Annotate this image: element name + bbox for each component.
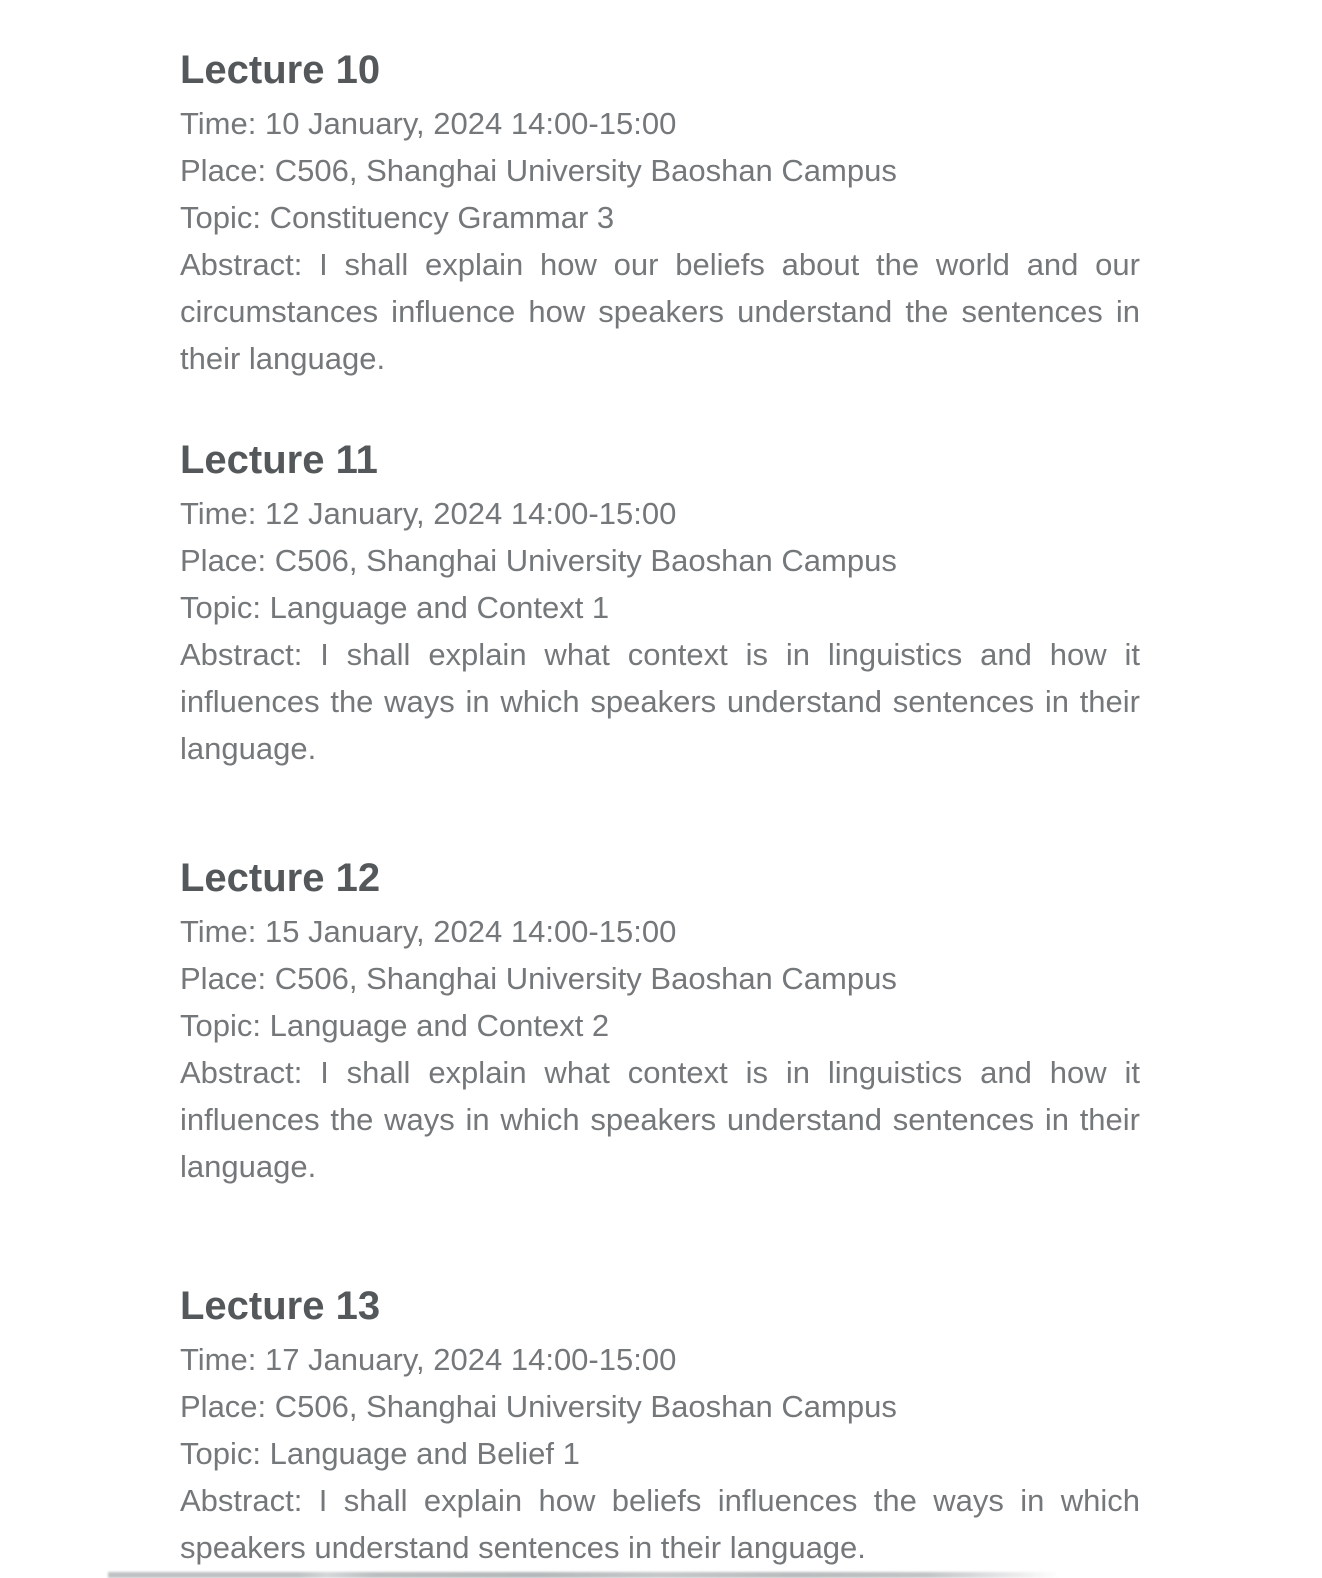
lecture-topic: Topic: Constituency Grammar 3 <box>180 200 615 235</box>
lecture-section-13 <box>180 1282 1140 1571</box>
lecture-title: Lecture 10 <box>180 48 381 92</box>
lecture-abstract: Abstract: I shall explain how our beliefs about the world and our circumstances influence how speakers understand the sentences in their language. <box>180 247 1140 376</box>
lecture-section-10 <box>180 46 1140 382</box>
cut-off-next-line <box>108 1572 1060 1578</box>
lecture-topic: Topic: Language and Context 2 <box>180 1008 610 1043</box>
lecture-time: Time: 12 January, 2024 14:00-15:00 <box>180 496 677 531</box>
lecture-time: Time: 15 January, 2024 14:00-15:00 <box>180 914 677 949</box>
lecture-place: Place: C506, Shanghai University Baoshan Campus <box>180 543 897 578</box>
lecture-time: Time: 17 January, 2024 14:00-15:00 <box>180 1342 677 1377</box>
lecture-title: Lecture 11 <box>180 438 378 482</box>
lecture-abstract: Abstract: I shall explain what context is in linguistics and how it influences the ways in which speakers understand sentences in their language. <box>180 637 1140 766</box>
lecture-title: Lecture 12 <box>180 856 381 900</box>
lecture-title: Lecture 13 <box>180 1284 381 1328</box>
lecture-time: Time: 10 January, 2024 14:00-15:00 <box>180 106 677 141</box>
lecture-section-12 <box>180 854 1140 1190</box>
lecture-abstract: Abstract: I shall explain what context is in linguistics and how it influences the ways in which speakers understand sentences in their language. <box>180 1055 1140 1184</box>
lecture-place: Place: C506, Shanghai University Baoshan Campus <box>180 961 897 996</box>
lecture-place: Place: C506, Shanghai University Baoshan Campus <box>180 153 897 188</box>
lecture-place: Place: C506, Shanghai University Baoshan Campus <box>180 1389 897 1424</box>
lecture-topic: Topic: Language and Context 1 <box>180 590 610 625</box>
lecture-list <box>180 46 1140 1571</box>
lecture-topic: Topic: Language and Belief 1 <box>180 1436 580 1471</box>
lecture-section-11 <box>180 436 1140 772</box>
lecture-abstract: Abstract: I shall explain how beliefs influences the ways in which speakers understand sentences in their language. <box>180 1483 1140 1565</box>
